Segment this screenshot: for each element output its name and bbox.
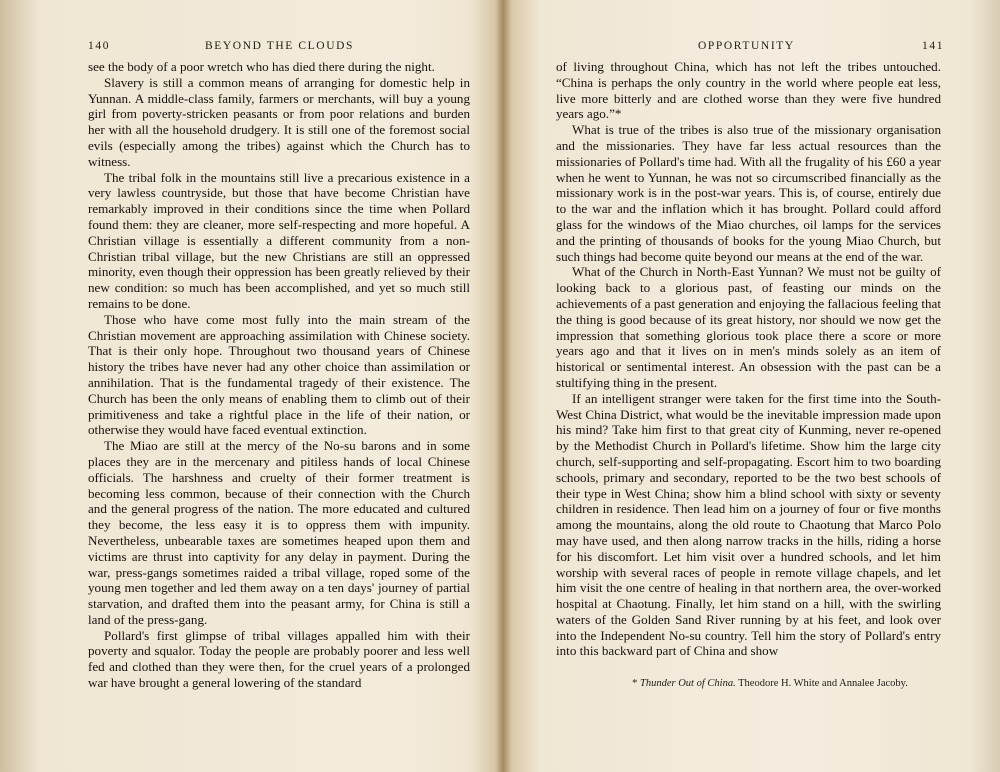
left-page-body	[88, 59, 470, 691]
paragraph: Pollard's first glimpse of tribal villages appalled him with their poverty and squalor. Today the people are probably poorer and less well fed and clothed than they were then, for the cruel years of a prolonged war have brought a general lowering of the standard	[88, 627, 470, 691]
paragraph: The Miao are still at the mercy of the No-su barons and in some places they are in the mercenary and pitiless hands of local Chinese officials. The harshness and cruelty of their former treatment is becoming less common, because of their connection with the Church and the general progress of the nation. The more educated and cultured they become, the less easy it is to oppress them with impunity. Nevertheless, unbearable taxes are sometimes heaped upon them and victims are thrust into captivity for any delay in payment. During the war, press-gangs sometimes raided a tribal village, roped some of the young men together and led them away on a ten days' journey of partial starvation, and drafted them into the peasant army, for China is still a land of the press-gang.	[88, 438, 470, 627]
paragraph: What of the Church in North-East Yunnan? We must not be guilty of looking back to a glorious past, of feasting our minds on the achievements of a past generation and enjoying the fallacious feeling that the thing is good because of its great history, nor should we now get the impression that something glorious took place there a score or more years ago and that it lives on in men's minds solely as an item of historical or sentimental interest. An obsession with the past can be a stultifying thing in the present.	[556, 264, 941, 390]
paragraph: of living throughout China, which has not left the tribes untouched. “China is perhaps the only country in the world where people eat less, live more bitterly and are clothed worse than they were five hundred years ago.”*	[556, 59, 941, 122]
paragraph: see the body of a poor wretch who has died there during the night.	[88, 59, 435, 74]
page-number-right: 141	[922, 40, 945, 52]
running-title-right: OPPORTUNITY	[698, 40, 795, 52]
paragraph: If an intelligent stranger were taken for the first time into the South-West China District, what would be the inevitable impression made upon his mind? Take him first to that great city of Kunming, never re-opened by the Methodist Church in Pollard's lifetime. Show him the large city church, self-supporting and self-propagating. Escort him to two boarding schools, primary and secondary, reported to be the two best schools of their type in West China; show him a blind school with sixty or seventy children in residence. Then lead him on a journey of four or five months among the mountains, along the old route to Chaotung that Marco Polo may have used, and then along narrow tracks in the hills, riding a horse for his discomfort. Let him visit over a hundred schools, and let him worship with several races of people in remote village chapels, and let him visit the one centre of healing in that northern area, the over-worked hospital at Chaotung. Finally, let him stand on a hill, with the swirling waters of the Golden Sand River running by at his feet, and look over into the Independent No-su country. Tell him the story of Pollard's entry into this backward part of China and show	[556, 390, 941, 659]
right-page	[500, 0, 1000, 772]
page-number-left: 140	[88, 40, 111, 52]
right-page-body	[556, 59, 941, 659]
paragraph: Those who have come most fully into the main stream of the Christian movement are approaching assimilation with Chinese society. That is their only hope. Throughout two thousand years of Chinese history the tribes have never had any other choice than assimilation or annihilation. That is the fundamental tragedy of their existence. The Church has been the only means of enabling them to climb out of their primitiveness and take a rightful place in the life of their nation, or otherwise they would have faced eventual extinction.	[88, 311, 470, 438]
footnote-marker: *	[632, 678, 641, 689]
running-title-left: BEYOND THE CLOUDS	[205, 40, 355, 52]
footnote-authors: Theodore H. White and Annalee Jacoby.	[735, 678, 908, 689]
footnote	[600, 678, 940, 689]
paragraph: Slavery is still a common means of arranging for domestic help in Yunnan. A middle-class family, farmers or merchants, will buy a young girl from poverty-stricken peasants or from poor relations and burden her with all the household drudgery. It is still one of the foremost social evils (especially among the tribes) against which the Church has to witness.	[88, 74, 470, 169]
paragraph: What is true of the tribes is also true of the missionary organisation and the missionaries. They have far less actual resources than the missionaries of Pollard's time had. With all the frugality of his £60 a year when he went to Yunnan, he was not so circumscribed financially as the missionary work is in the post-war years. This is, of course, entirely due to the war and the inflation which it has brought. Pollard could afford glass for the windows of the Miao churches, oil lamps for the services and the printing of thousands of books for the young Miao Church, but such things had become quite beyond our means at the end of the war.	[556, 122, 941, 264]
footnote-source-title: Thunder Out of China.	[640, 678, 736, 689]
paragraph: The tribal folk in the mountains still live a precarious existence in a very lawless countryside, but those that have become Christian have remarkably improved in their conditions since the time when Pollard found them: they are cleaner, more self-respecting and more hopeful. A Christian village is essentially a different community from a non-Christian tribal village, but the new Christians are still an oppressed minority, even though their oppression has been greatly relieved by their new condition: so much has been accomplished, and yet so much still remains to be done.	[88, 169, 470, 311]
